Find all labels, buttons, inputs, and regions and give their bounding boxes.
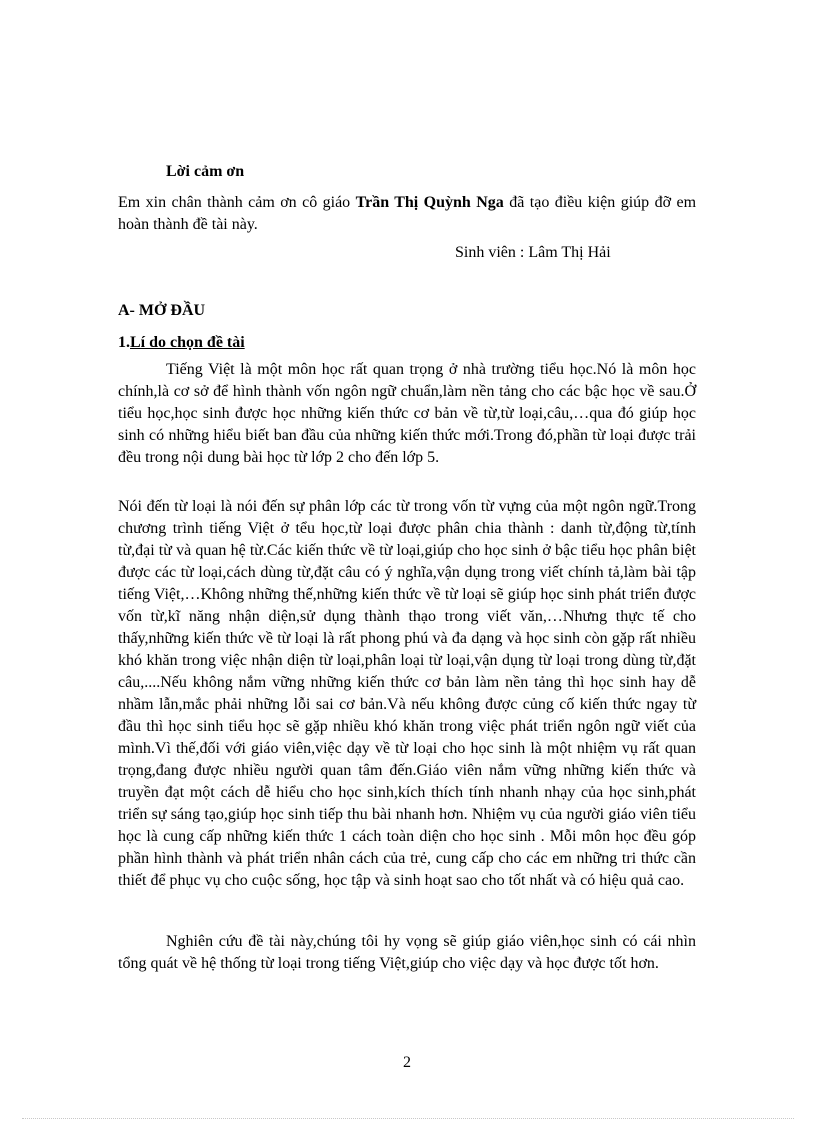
- acknowledgement-text-after: đã tạo điều kiện giúp đỡ em hoàn thành đề tài này.: [118, 194, 697, 233]
- acknowledgement-text-before: Em xin chân thành cảm ơn cô giáo: [118, 194, 356, 211]
- acknowledgement-heading: Lời cảm ơn: [166, 163, 245, 180]
- page-bottom-divider: [22, 1118, 794, 1119]
- paragraph-1: Tiếng Việt là một môn học rất quan trọng ở nhà trường tiểu học.Nó là môn học chính,là cơ sở để hình thành vốn ngôn ngữ chuẩn,làm nền tảng cho các bậc học về sau.Ở tiểu học,học sinh được học những kiến thức cơ bản về từ,từ loại,câu,…qua đó giúp học sinh có những hiểu biết ban đầu của những kiến thức mới.Trong đó,phần từ loại được trải đều trong nội dung bài học từ lớp 2 cho đến lớp 5.: [118, 361, 696, 466]
- page-number: 2: [403, 1054, 411, 1071]
- paragraph-2: Nói đến từ loại là nói đến sự phân lớp các từ trong vốn từ vựng của một ngôn ngữ.Trong chương trình tiếng Việt ở tểu học,từ loại được phân chia thành : danh từ,động từ,tính từ,đại từ và quan hệ từ.Các kiến thức về từ loại,giúp cho học sinh ở bậc tiểu học phân biệt được các từ loại,cách dùng từ,đặt câu có ý nghĩa,vận dụng trong viết chính tả,làm bài tập tiếng Việt,…Không những thế,những kiến thức về từ loại sẽ giúp học sinh phát triển được vốn từ,kĩ năng nhận diện,sử dụng thành thạo trong viết văn,…Nhưng thực tế cho thấy,những kiến thức về từ loại là rất phong phú và đa dạng và học sinh còn gặp rất nhiều khó khăn trong việc nhận diện từ loại,phân loại từ loại,vận dụng từ loại trong dùng từ,đặt câu,....Nếu không nắm vững những kiến thức cơ bản làm nền tảng thì học sinh hay dễ nhầm lẫn,mắc phải những lỗi sai cơ bản.Và nếu không được củng cố kiến thức ngay từ đầu thì học sinh tiểu học sẽ gặp nhiều khó khăn trong việc phát triển ngôn ngữ viết của mình.Vì thế,đối với giáo viên,việc dạy về từ loại cho học sinh là một nhiệm vụ rất quan trọng,đang được nhiều người quan tâm đến.Giáo viên nắm vững những kiến thức và truyền đạt một cách dễ hiểu cho học sinh,kích thích tính nhanh nhạy của học sinh,phát triển sự sáng tạo,giúp học sinh tiếp thu bài nhanh hơn. Nhiệm vụ của người giáo viên tiểu học là cung cấp những kiến thức 1 cách toàn diện cho học sinh . Mỗi môn học đều góp phần hình thành và phát triển nhân cách của trẻ, cung cấp cho các em những tri thức cần thiết để phục vụ cho cuộc sống, học tập và sinh hoạt sao cho tốt nhất và có hiệu quả cao.: [118, 498, 696, 889]
- subsection-title: Lí do chọn đề tài: [130, 334, 245, 351]
- subsection-heading: [118, 332, 245, 354]
- paragraph-3: Nghiên cứu đề tài này,chúng tôi hy vọng sẽ giúp giáo viên,học sinh có cái nhìn tổng quát về hệ thống từ loại trong tiếng Việt,giúp cho việc dạy và học được tốt hơn.: [118, 933, 696, 972]
- section-heading: A- MỞ ĐẦU: [118, 302, 206, 319]
- signature: Sinh viên : Lâm Thị Hải: [455, 244, 611, 261]
- teacher-name: Trần Thị Quỳnh Nga: [355, 194, 504, 211]
- acknowledgement-text: [118, 192, 696, 236]
- subsection-number: 1.: [118, 334, 130, 351]
